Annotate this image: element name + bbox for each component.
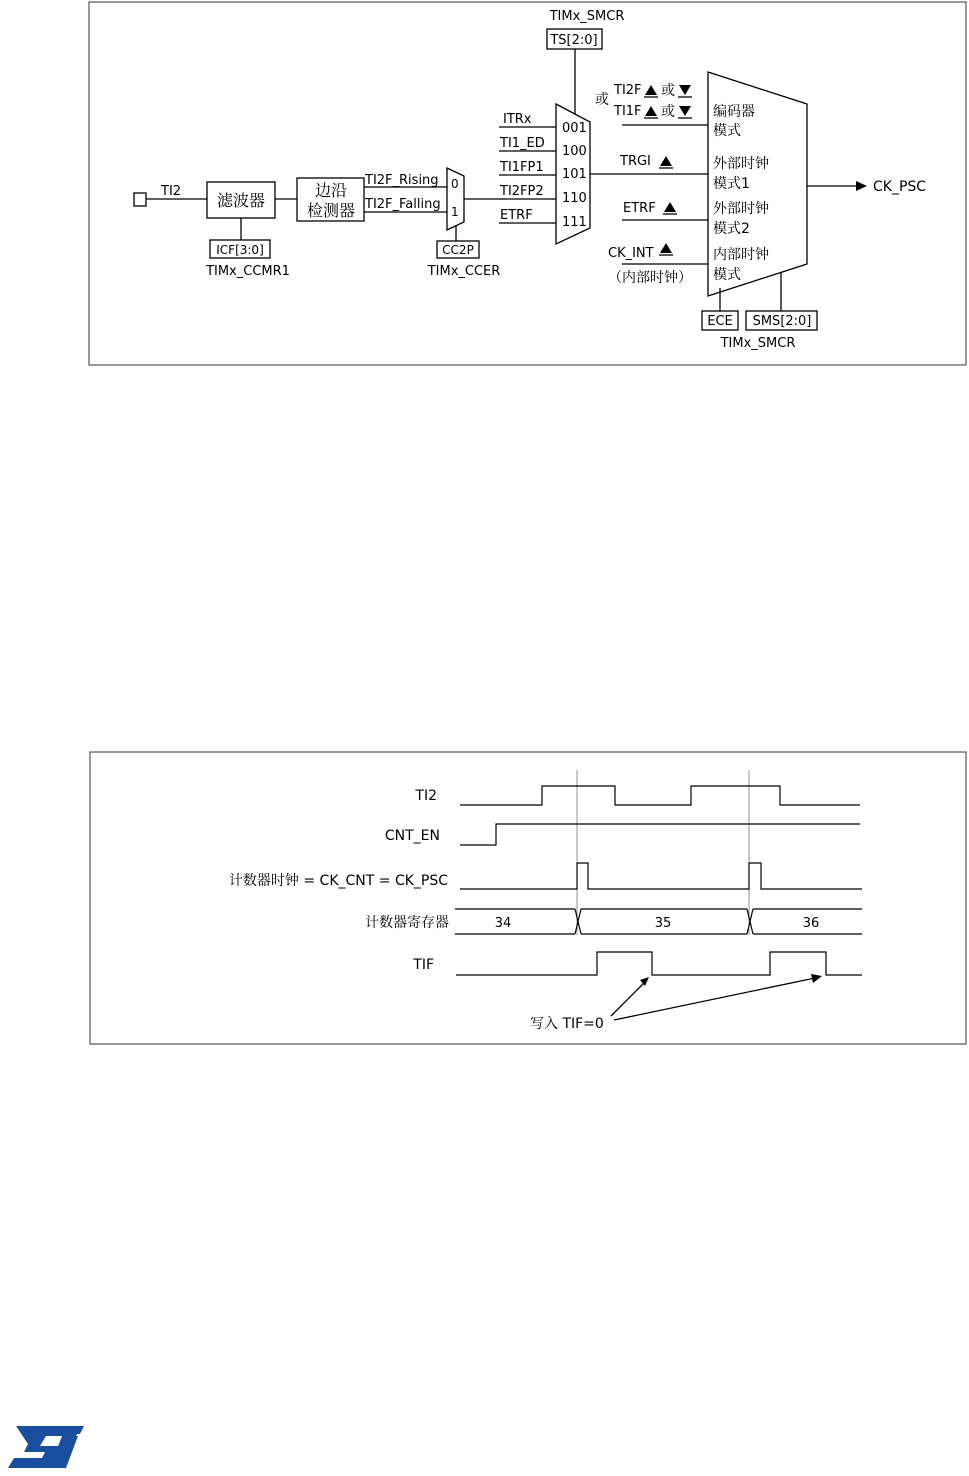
rising-edge-icon bbox=[663, 202, 677, 214]
mode-label: 模式 bbox=[713, 267, 741, 283]
clock-source-diagram bbox=[0, 0, 969, 380]
ts-input-code: 101 bbox=[562, 167, 587, 182]
mode-label: 模式 bbox=[713, 123, 741, 139]
output-arrow-icon bbox=[856, 181, 867, 191]
encoder-input-ti1f: TI1F bbox=[614, 104, 642, 119]
mux-in1-label: 1 bbox=[451, 205, 459, 219]
encoder-input-ti2f: TI2F bbox=[614, 83, 642, 98]
mode-label: 外部时钟 bbox=[713, 156, 769, 172]
falling-edge-icon bbox=[678, 85, 692, 97]
ti2-input-label: TI2 bbox=[161, 184, 182, 199]
mode-label: 内部时钟 bbox=[713, 247, 769, 263]
cc2p-label: CC2P bbox=[442, 243, 474, 257]
ts-input-signal: ITRx bbox=[503, 112, 532, 127]
arrow-head-icon bbox=[811, 974, 822, 983]
counter-value: 34 bbox=[494, 916, 512, 931]
ti2-pin bbox=[134, 193, 146, 206]
counter-value: 36 bbox=[802, 916, 820, 931]
rising-label: TI2F_Rising bbox=[365, 173, 439, 188]
ts-input-signal: TI1FP1 bbox=[500, 160, 544, 175]
ts-label: TS[2:0] bbox=[550, 33, 598, 48]
ck-psc-output-label: CK_PSC bbox=[873, 179, 927, 195]
st-logo bbox=[6, 1422, 86, 1472]
ts-input-code: 100 bbox=[562, 144, 587, 159]
rising-edge-icon bbox=[644, 106, 658, 118]
ts-input-signal: TI1_ED bbox=[500, 136, 545, 151]
ts-input-signal: TI2FP2 bbox=[500, 184, 544, 199]
icf-label: ICF[3:0] bbox=[216, 243, 264, 257]
ccmr1-label: TIMx_CCMR1 bbox=[206, 264, 290, 279]
counter-value: 35 bbox=[654, 916, 672, 931]
ts-input-code: 001 bbox=[562, 121, 587, 136]
timing-diagram bbox=[0, 740, 969, 1060]
st-logo-mark bbox=[6, 1422, 86, 1472]
or-label: 或 bbox=[661, 104, 675, 120]
arrow-head-icon bbox=[640, 977, 649, 986]
ccer-label: TIMx_CCER bbox=[427, 264, 501, 279]
ti2-waveform bbox=[460, 786, 860, 805]
write-tif-annotation: 写入 TIF=0 bbox=[530, 1016, 604, 1032]
ece-label: ECE bbox=[707, 314, 733, 329]
mode-label: 模式1 bbox=[713, 176, 750, 192]
or-label: 或 bbox=[661, 83, 675, 99]
ts-input-code: 110 bbox=[562, 191, 587, 206]
edge-detector-line2: 检测器 bbox=[306, 201, 356, 220]
etrf-label: ETRF bbox=[623, 201, 656, 216]
falling-label: TI2F_Falling bbox=[365, 197, 441, 212]
internal-clock-paren: （内部时钟） bbox=[608, 270, 692, 286]
cnt-en-waveform bbox=[460, 824, 860, 845]
signal-label-counter-clock: 计数器时钟 = CK_CNT = CK_PSC bbox=[228, 873, 448, 889]
signal-label-counter-register: 计数器寄存器 bbox=[365, 915, 449, 931]
ck-int-label: CK_INT bbox=[608, 246, 654, 261]
mux-in0-label: 0 bbox=[451, 177, 459, 191]
or-label: 或 bbox=[595, 92, 609, 108]
sms-label: SMS[2:0] bbox=[752, 314, 812, 329]
rising-edge-icon bbox=[659, 243, 673, 255]
timing-frame bbox=[90, 752, 966, 1044]
mode-label: 编码器 bbox=[713, 104, 755, 120]
rising-edge-icon bbox=[644, 85, 658, 97]
filter-label: 滤波器 bbox=[216, 191, 266, 210]
falling-edge-icon bbox=[678, 106, 692, 118]
edge-detector-line1: 边沿 bbox=[314, 181, 348, 200]
smcr-bottom-label: TIMx_SMCR bbox=[720, 336, 796, 351]
rising-edge-icon bbox=[659, 156, 673, 168]
mode-label: 模式2 bbox=[713, 221, 750, 237]
ts-input-code: 111 bbox=[562, 215, 587, 230]
signal-label-ti2: TI2 bbox=[415, 788, 437, 804]
smcr-top-label: TIMx_SMCR bbox=[549, 9, 625, 24]
ts-input-signal: ETRF bbox=[500, 208, 533, 223]
mode-label: 外部时钟 bbox=[713, 201, 769, 217]
counter-clock-waveform bbox=[460, 863, 862, 889]
signal-label-cnt-en: CNT_EN bbox=[384, 828, 440, 844]
trgi-label: TRGI bbox=[620, 154, 651, 169]
tif-waveform bbox=[456, 952, 862, 975]
signal-label-tif: TIF bbox=[413, 957, 434, 973]
